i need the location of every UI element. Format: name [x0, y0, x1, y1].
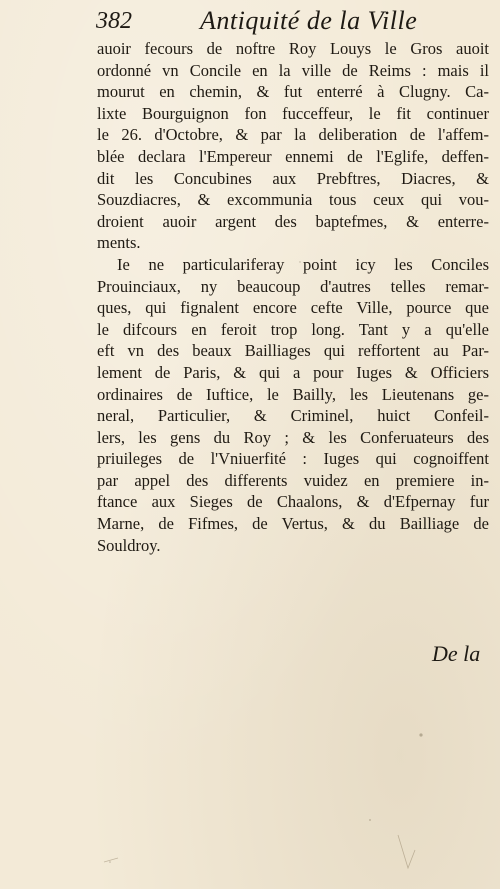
text-line: le 26. d'Octobre, & par la deliberation de l'affem-: [97, 125, 489, 145]
text-line: par appel des differents vuidez en premiere in-: [97, 470, 489, 490]
text-line: le difcours en feroit trop long. Tant y a qu'elle: [97, 319, 489, 339]
text-line: ftance aux Sieges de Chaalons, & d'Efpernay fur: [97, 492, 489, 512]
paragraph-2: [97, 254, 489, 556]
text-line: lement de Paris, & qui a pour Iuges & Officiers: [97, 362, 489, 382]
text-line: auoir fecours de noftre Roy Louys le Gros auoit: [97, 39, 489, 58]
paper-crease: [398, 835, 415, 868]
text-line: ments.: [97, 233, 141, 253]
catchword: De la: [432, 641, 481, 666]
text-line: dit les Concubines aux Prebftres, Diacres, &: [97, 168, 489, 188]
text-line: lers, les gens du Roy ; & les Conferuateurs des: [97, 427, 489, 447]
text-line: mourut en chemin, & fut enterré à Clugny. Ca-: [97, 82, 489, 102]
ink-speck: [369, 819, 371, 821]
text-line: Ie ne particulariferay point icy les Conciles: [117, 254, 489, 274]
paragraph-1: [97, 38, 489, 254]
text-line: ordinaires de Iuftice, le Bailly, les Lieutenans ge-: [97, 384, 489, 404]
text-line: Souzdiacres, & excommunia tous ceux qui vou-: [97, 190, 489, 210]
text-line: ques, qui fignalent encore cefte Ville, pource que: [97, 298, 489, 318]
text-line: droient auoir argent des baptefmes, & enterre-: [97, 211, 489, 231]
body-text: [97, 38, 489, 556]
text-line: priuileges de l'Vniuerfité : Iuges qui cognoiffent: [97, 449, 489, 469]
text-line: blée declara l'Empereur ennemi de l'Eglife, deffen-: [97, 146, 489, 166]
text-line: Marne, de Fifmes, de Vertus, & du Bailliage de: [97, 514, 489, 534]
running-title: Antiquité de la Ville: [200, 6, 418, 35]
text-line: lixte Bourguignon fon fucceffeur, le fit continuer: [97, 103, 489, 123]
text-line: ordonné vn Concile en la ville de Reims : mais il: [97, 60, 489, 80]
text-line: Prouinciaux, ny beaucoup d'autres telles remar-: [97, 276, 489, 296]
page-number: 382: [96, 8, 132, 34]
page-header: [96, 6, 480, 40]
ink-speck: [419, 733, 422, 736]
paper-crease: [104, 858, 118, 862]
text-line: Souldroy.: [97, 535, 161, 555]
text-line: eft vn des beaux Bailliages qui reffortent au Par-: [97, 341, 489, 361]
ink-speck: [109, 861, 111, 863]
text-line: neral, Particulier, & Criminel, huict Confeil-: [97, 406, 489, 426]
